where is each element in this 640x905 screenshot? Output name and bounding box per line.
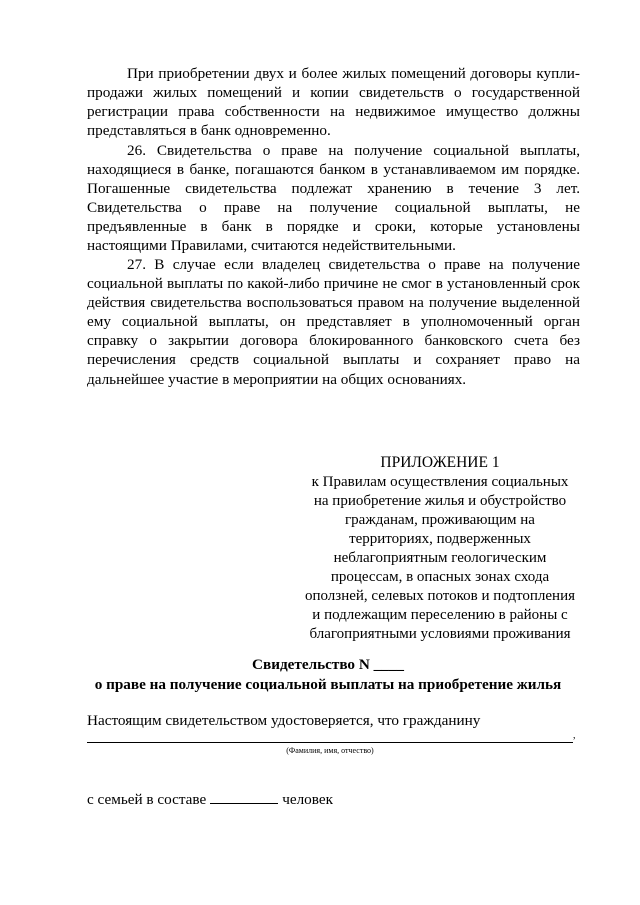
fio-comma: , <box>573 730 576 741</box>
family-prefix: с семьей в составе <box>87 791 207 808</box>
certificate-title: Свидетельство N ____ <box>252 656 404 673</box>
certificate-subtitle: о праве на получение социальной выплаты на приобретение жилья <box>94 676 562 693</box>
appendix-line: территориях, подверженных <box>349 531 531 547</box>
appendix-line: процессам, в опасных зонах схода <box>330 569 550 585</box>
appendix-title: ПРИЛОЖЕНИЕ 1 <box>380 454 500 471</box>
appendix-line: гражданам, проживающим на <box>345 512 535 528</box>
appendix-line: на приобретение жилья и обустройство <box>313 493 567 509</box>
appendix-line: неблагоприятным геологическим <box>333 550 547 566</box>
appendix-description <box>300 473 580 644</box>
paragraph-26: 26. Свидетельства о праве на получение социальной выплаты, находящиеся в банке, погашаются банком в устанавливаемом им порядке. Погашенные свидетельства подлежат хранению в течение 3 лет. Свидетельства о праве на получение социальной выплаты, не предъявленные в банк в порядке и сроки, которые установлены настоящими Правилами, считаются недействительными. <box>87 142 580 255</box>
family-count-blank <box>210 789 278 804</box>
paragraph-27: 27. В случае если владелец свидетельства о праве на получение социальной выплаты по какой-либо причине не смог в установленный срок действия свидетельства воспользоваться правом на получение выделенной ему социальной выплаты, он представляет в уполномоченный орган справку о закрытии договора блокированного банковского счета без перечисления средств социальной выплаты и сохраняет право на дальнейшее участие в мероприятии на общих основаниях. <box>87 256 580 388</box>
fio-blank-line <box>87 742 573 743</box>
attest-text: Настоящим свидетельством удостоверяется, что гражданину <box>87 712 481 729</box>
appendix-line: оползней, селевых потоков и подтопления <box>304 588 576 604</box>
appendix-line: и подлежащим переселению в районы с <box>312 607 568 623</box>
fio-caption: (Фамилия, имя, отчество) <box>286 746 374 755</box>
family-suffix: человек <box>282 791 333 808</box>
appendix-line: благоприятными условиями проживания <box>309 626 571 642</box>
paragraph-purchase-multiple: При приобретении двух и более жилых помещений договоры купли-продажи жилых помещений и копии свидетельств о государственной регистрации права собственности на недвижимое имущество должны представляться в банк одновременно. <box>87 65 580 140</box>
family-size-line <box>87 789 333 809</box>
appendix-line: к Правилам осуществления социальных <box>311 474 569 490</box>
